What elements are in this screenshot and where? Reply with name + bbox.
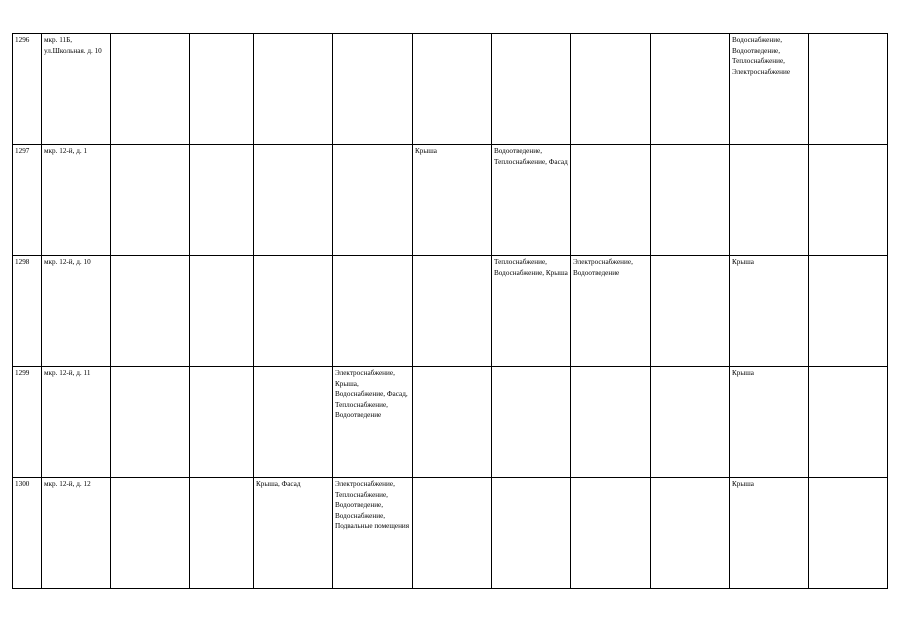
- cell-col-9: Крыша: [730, 478, 809, 589]
- cell-address: мкр. 12-й, д. 12: [42, 478, 111, 589]
- cell-col-6: Теплоснабжение, Водоснабжение, Крыша: [492, 256, 571, 367]
- cell-col-3: [254, 145, 333, 256]
- cell-col-8: [651, 478, 730, 589]
- cell-address: мкр. 12-й, д. 10: [42, 256, 111, 367]
- cell-col-2: [190, 367, 254, 478]
- cell-col-7: [571, 478, 651, 589]
- cell-col-6: Водоотведение, Теплоснабжение, Фасад: [492, 145, 571, 256]
- cell-row-number: 1300: [13, 478, 42, 589]
- cell-col-8: [651, 145, 730, 256]
- cell-col-9: Водоснабжение, Водоотведение, Теплоснабжение, Электроснабжение: [730, 34, 809, 145]
- table-row: [13, 367, 888, 478]
- cell-col-4: [333, 34, 413, 145]
- cell-col-9: Крыша: [730, 256, 809, 367]
- cell-col-8: [651, 367, 730, 478]
- cell-col-9: Крыша: [730, 367, 809, 478]
- cell-col-1: [111, 478, 190, 589]
- cell-col-1: [111, 367, 190, 478]
- cell-col-2: [190, 145, 254, 256]
- cell-col-3: Крыша, Фасад: [254, 478, 333, 589]
- cell-col-7: [571, 34, 651, 145]
- cell-col-7: [571, 145, 651, 256]
- cell-row-number: 1297: [13, 145, 42, 256]
- table-row: [13, 256, 888, 367]
- cell-address: мкр. 11Б, ул.Школьная. д. 10: [42, 34, 111, 145]
- table-row: [13, 478, 888, 589]
- cell-col-2: [190, 256, 254, 367]
- cell-col-6: [492, 34, 571, 145]
- cell-row-number: 1298: [13, 256, 42, 367]
- cell-col-4: Электроснабжение, Теплоснабжение, Водоотведение, Водоснабжение, Подвальные помещения: [333, 478, 413, 589]
- cell-col-3: [254, 256, 333, 367]
- cell-col-10: [809, 256, 888, 367]
- cell-col-4: [333, 256, 413, 367]
- cell-col-5: [413, 34, 492, 145]
- cell-col-7: Электроснабжение, Водоотведение: [571, 256, 651, 367]
- cell-col-1: [111, 145, 190, 256]
- cell-col-5: Крыша: [413, 145, 492, 256]
- cell-address: мкр. 12-й, д. 1: [42, 145, 111, 256]
- table-body: [13, 34, 888, 589]
- cell-col-4: Электроснабжение, Крыша, Водоснабжение, Фасад, Теплоснабжение, Водоотведение: [333, 367, 413, 478]
- cell-address: мкр. 12-й, д. 11: [42, 367, 111, 478]
- cell-col-4: [333, 145, 413, 256]
- cell-col-3: [254, 34, 333, 145]
- cell-col-7: [571, 367, 651, 478]
- cell-row-number: 1299: [13, 367, 42, 478]
- cell-row-number: 1296: [13, 34, 42, 145]
- cell-col-5: [413, 367, 492, 478]
- table-row: [13, 34, 888, 145]
- cell-col-1: [111, 34, 190, 145]
- table-row: [13, 145, 888, 256]
- cell-col-1: [111, 256, 190, 367]
- cell-col-8: [651, 256, 730, 367]
- cell-col-8: [651, 34, 730, 145]
- cell-col-10: [809, 145, 888, 256]
- cell-col-10: [809, 367, 888, 478]
- cell-col-5: [413, 256, 492, 367]
- cell-col-3: [254, 367, 333, 478]
- cell-col-6: [492, 478, 571, 589]
- repair-schedule-table: [12, 33, 888, 589]
- cell-col-2: [190, 34, 254, 145]
- cell-col-5: [413, 478, 492, 589]
- cell-col-9: [730, 145, 809, 256]
- cell-col-10: [809, 34, 888, 145]
- cell-col-6: [492, 367, 571, 478]
- cell-col-2: [190, 478, 254, 589]
- cell-col-10: [809, 478, 888, 589]
